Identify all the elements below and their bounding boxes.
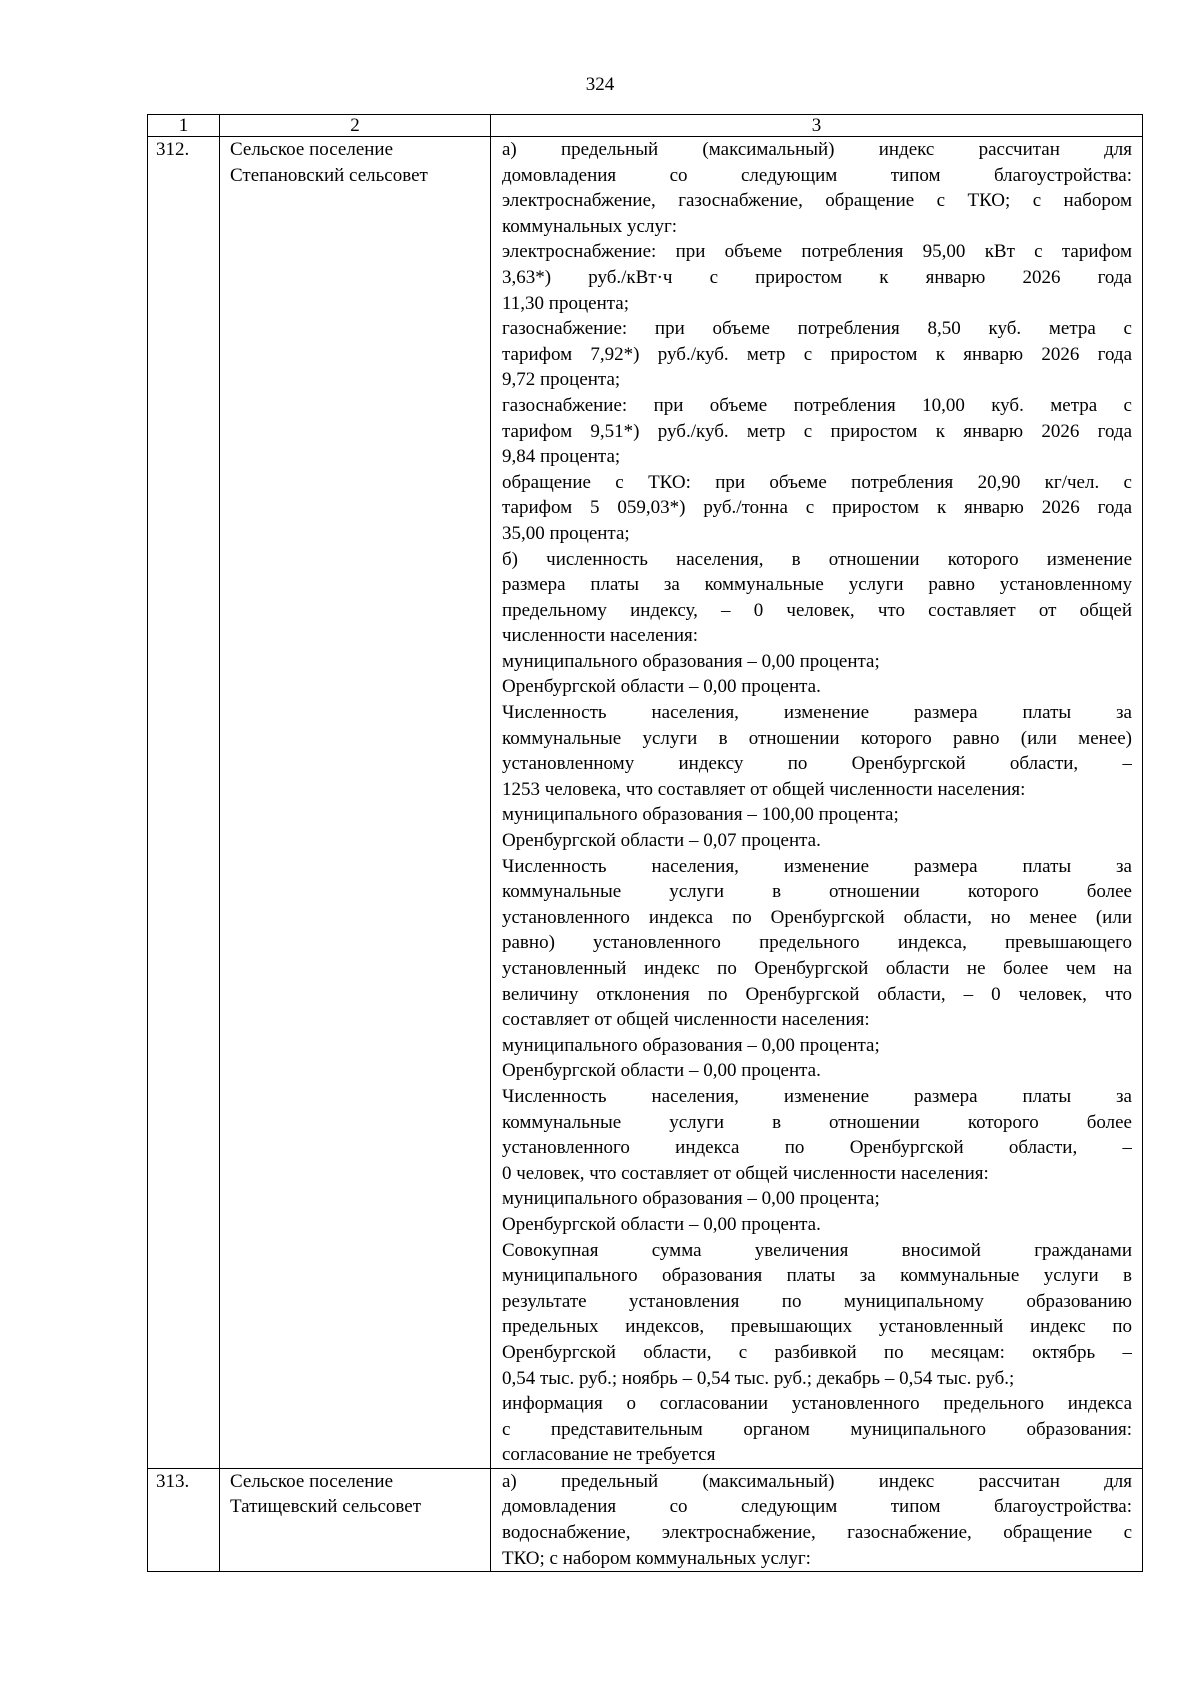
row-number: 313. — [148, 1468, 220, 1571]
text-line: установленного индекса по Оренбургской области, – — [502, 1137, 1132, 1159]
settlement-name — [220, 1468, 491, 1571]
text-line: установленному индексу по Оренбургской области, – — [502, 753, 1132, 775]
text-line: Численность населения, изменение размера платы за — [502, 1085, 1132, 1107]
text-line: коммунальные услуги в отношении которого равно (или менее) — [502, 727, 1132, 749]
text-line: б) численность населения, в отношении которого изменение — [502, 548, 1132, 570]
table-row — [148, 1468, 1143, 1571]
text-line: 9,72 процента; — [502, 369, 621, 391]
text-line: муниципального образования платы за коммунальные услуги в — [502, 1265, 1132, 1287]
page-number: 324 — [585, 74, 615, 95]
text-line: Численность населения, изменение размера платы за — [502, 702, 1132, 724]
text-line: коммунальные услуги в отношении которого более — [502, 881, 1132, 903]
text-line: величину отклонения по Оренбургской области, – 0 человек, что — [502, 983, 1132, 1005]
text-line: коммунальные услуги в отношении которого более — [502, 1111, 1132, 1133]
index-description — [491, 137, 1143, 1469]
text-line: домовладения со следующим типом благоустройства: — [502, 1496, 1132, 1518]
text-line: Совокупная сумма увеличения вносимой гражданами — [502, 1239, 1132, 1261]
text-line: ТКО; с набором коммунальных услуг: — [502, 1547, 811, 1569]
settlement-name-line: Татищевский сельсовет — [230, 1496, 421, 1518]
text-line: муниципального образования – 0,00 процента; — [502, 650, 880, 672]
text-line: 35,00 процента; — [502, 522, 630, 544]
text-line: Оренбургской области – 0,07 процента. — [502, 830, 821, 852]
header-col-2: 2 — [220, 115, 491, 137]
text-line: установленного индекса по Оренбургской области, но менее (или — [502, 906, 1132, 928]
settlement-name-line: Сельское поселение — [230, 139, 394, 160]
text-line: муниципального образования – 0,00 процента; — [502, 1188, 880, 1210]
text-line: электроснабжение: при объеме потребления 95,00 кВт с тарифом — [502, 241, 1132, 263]
text-line: 3,63*) руб./кВт·ч с приростом к январю 2026 года — [502, 266, 1132, 288]
index-description — [491, 1468, 1143, 1571]
text-line: а) предельный (максимальный) индекс рассчитан для — [502, 139, 1132, 160]
text-line: электроснабжение, газоснабжение, обращение с ТКО; с набором — [502, 190, 1132, 212]
text-line: Оренбургской области – 0,00 процента. — [502, 1213, 821, 1235]
text-line: результате установления по муниципальному образованию — [502, 1290, 1132, 1312]
text-line: Оренбургской области, с разбивкой по месяцам: октябрь – — [502, 1341, 1132, 1363]
text-line: с представительным органом муниципального образования: — [502, 1418, 1132, 1440]
text-line: муниципального образования – 0,00 процента; — [502, 1034, 880, 1056]
text-line: 0 человек, что составляет от общей численности населения: — [502, 1162, 989, 1184]
text-line: тарифом 9,51*) руб./куб. метр с приростом к январю 2026 года — [502, 420, 1132, 442]
text-line: тарифом 7,92*) руб./куб. метр с приростом к январю 2026 года — [502, 343, 1132, 365]
text-line: а) предельный (максимальный) индекс рассчитан для — [502, 1470, 1132, 1492]
text-line: 1253 человека, что составляет от общей численности населения: — [502, 778, 1026, 800]
text-line: газоснабжение: при объеме потребления 8,50 куб. метра с — [502, 318, 1132, 340]
text-line: тарифом 5 059,03*) руб./тонна с приростом к январю 2026 года — [502, 497, 1132, 519]
text-line: муниципального образования – 100,00 процента; — [502, 804, 899, 826]
settlement-name-line: Степановский сельсовет — [230, 164, 428, 186]
header-col-3: 3 — [491, 115, 1143, 137]
table-row — [148, 137, 1143, 1469]
text-line: размера платы за коммунальные услуги равно установленному — [502, 574, 1132, 596]
row-number: 312. — [148, 137, 220, 1469]
text-line: газоснабжение: при объеме потребления 10,00 куб. метра с — [502, 394, 1132, 416]
text-line: Оренбургской области – 0,00 процента. — [502, 676, 821, 698]
text-line: согласование не требуется — [502, 1444, 716, 1466]
text-line: Численность населения, изменение размера платы за — [502, 855, 1132, 877]
text-line: 0,54 тыс. руб.; ноябрь – 0,54 тыс. руб.; декабрь – 0,54 тыс. руб.; — [502, 1367, 1015, 1389]
text-line: обращение с ТКО: при объеме потребления 20,90 кг/чел. с — [502, 471, 1132, 493]
settlement-name — [220, 137, 491, 1469]
text-line: 9,84 процента; — [502, 446, 621, 468]
table-header-row — [148, 115, 1143, 137]
text-line: водоснабжение, электроснабжение, газоснабжение, обращение с — [502, 1522, 1132, 1544]
text-line: 11,30 процента; — [502, 292, 629, 314]
header-col-1: 1 — [148, 115, 220, 137]
text-line: домовладения со следующим типом благоустройства: — [502, 164, 1132, 186]
text-line: Оренбургской области – 0,00 процента. — [502, 1060, 821, 1082]
document-table — [147, 114, 1143, 1572]
text-line: установленный индекс по Оренбургской области не более чем на — [502, 958, 1132, 979]
text-line: информация о согласовании установленного предельного индекса — [502, 1393, 1132, 1415]
text-line: предельных индексов, превышающих установленный индекс по — [502, 1316, 1132, 1338]
text-line: составляет от общей численности населения: — [502, 1009, 870, 1031]
text-line: равно) установленного предельного индекса, превышающего — [502, 932, 1132, 954]
settlement-name-line: Сельское поселение — [230, 1470, 394, 1492]
text-line: численности населения: — [502, 625, 699, 647]
text-line: предельному индексу, – 0 человек, что составляет от общей — [502, 599, 1132, 621]
text-line: коммунальных услуг: — [502, 215, 678, 237]
